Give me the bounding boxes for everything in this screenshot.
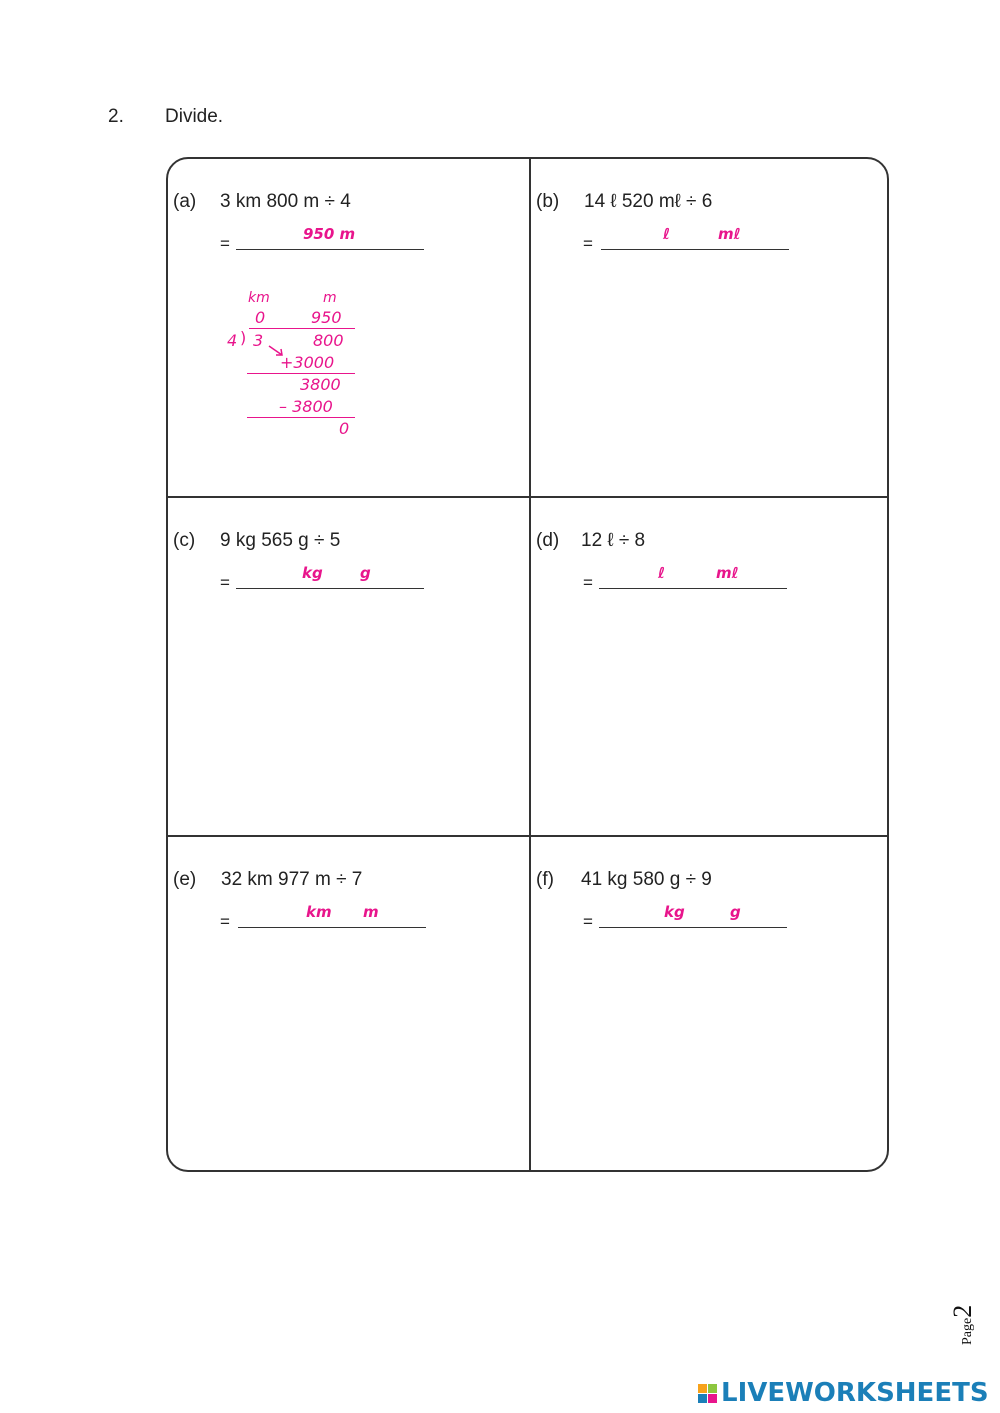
equals-sign: = xyxy=(583,912,593,931)
division-bar xyxy=(249,328,355,329)
exercise-label: (b) xyxy=(536,191,560,212)
answer-unit-1: ℓ xyxy=(663,225,671,243)
exercise-expression: 14 ℓ 520 mℓ ÷ 6 xyxy=(584,191,713,212)
exercise-cell-c xyxy=(168,498,529,836)
equals-sign: = xyxy=(583,234,593,253)
exercise-expression: 12 ℓ ÷ 8 xyxy=(581,530,646,551)
exercise-label: (a) xyxy=(173,191,197,212)
exercise-cell-b xyxy=(531,159,889,497)
liveworksheets-brand[interactable] xyxy=(698,1378,989,1408)
exercise-label: (c) xyxy=(173,530,196,551)
exercise-expression: 9 kg 565 g ÷ 5 xyxy=(220,530,341,551)
logo-square-icon xyxy=(708,1394,717,1403)
answer-field[interactable] xyxy=(599,927,787,928)
dividend-km: 3 xyxy=(253,331,264,350)
answer-field[interactable] xyxy=(236,588,424,589)
working-rule xyxy=(247,373,355,374)
long-division-working xyxy=(223,284,373,444)
answer-unit-2: g xyxy=(730,903,741,921)
brand-name: LIVEWORKSHEETS xyxy=(721,1378,989,1408)
exercise-cell-a xyxy=(168,159,529,497)
question-number: 2. xyxy=(108,106,124,127)
exercise-cell-e xyxy=(168,837,529,1172)
answer-unit-2: g xyxy=(360,564,371,582)
sum-step: 3800 xyxy=(300,375,341,394)
answer-unit-2: m xyxy=(363,903,379,921)
answer-unit-1: km xyxy=(306,903,332,921)
division-bracket: ) xyxy=(240,328,247,347)
answer-unit-2: mℓ xyxy=(716,564,739,582)
answer-unit-1: kg xyxy=(664,903,685,921)
answer-value: 950 m xyxy=(303,225,356,243)
equals-sign: = xyxy=(583,573,593,592)
exercise-expression: 3 km 800 m ÷ 4 xyxy=(220,191,351,212)
answer-unit-2: mℓ xyxy=(718,225,741,243)
answer-field[interactable] xyxy=(599,588,787,589)
logo-square-icon xyxy=(698,1384,707,1393)
exercise-expression: 32 km 977 m ÷ 7 xyxy=(221,869,363,890)
answer-field[interactable] xyxy=(238,927,426,928)
question-title: Divide. xyxy=(165,106,224,127)
remainder: 0 xyxy=(339,419,350,438)
page-word: Page xyxy=(960,1317,975,1345)
column-header-m: m xyxy=(323,290,337,306)
equals-sign: = xyxy=(220,912,230,931)
equals-sign: = xyxy=(220,573,230,592)
exercise-cell-d xyxy=(531,498,889,836)
page-number-label xyxy=(948,1305,978,1345)
page-number: 2 xyxy=(948,1304,977,1318)
exercise-expression: 41 kg 580 g ÷ 9 xyxy=(581,869,712,890)
answer-unit-1: kg xyxy=(302,564,323,582)
answer-field[interactable] xyxy=(236,249,424,250)
subtraction-step: – 3800 xyxy=(279,397,333,416)
exercise-label: (e) xyxy=(173,869,197,890)
addition-step: +3000 xyxy=(280,353,335,372)
logo-square-icon xyxy=(708,1384,717,1393)
answer-field[interactable] xyxy=(601,249,789,250)
exercise-label: (f) xyxy=(536,869,554,890)
exercise-cell-f xyxy=(531,837,889,1172)
quotient-km: 0 xyxy=(255,308,266,327)
quotient-m: 950 xyxy=(311,308,342,327)
logo-square-icon xyxy=(698,1394,707,1403)
divisor: 4 xyxy=(227,331,238,350)
answer-unit-1: ℓ xyxy=(658,564,666,582)
column-header-km: km xyxy=(248,290,270,306)
working-rule xyxy=(247,417,355,418)
liveworksheets-logo-icon xyxy=(698,1384,717,1403)
exercise-grid xyxy=(166,157,889,1172)
dividend-m: 800 xyxy=(313,331,344,350)
exercise-label: (d) xyxy=(536,530,560,551)
equals-sign: = xyxy=(220,234,230,253)
